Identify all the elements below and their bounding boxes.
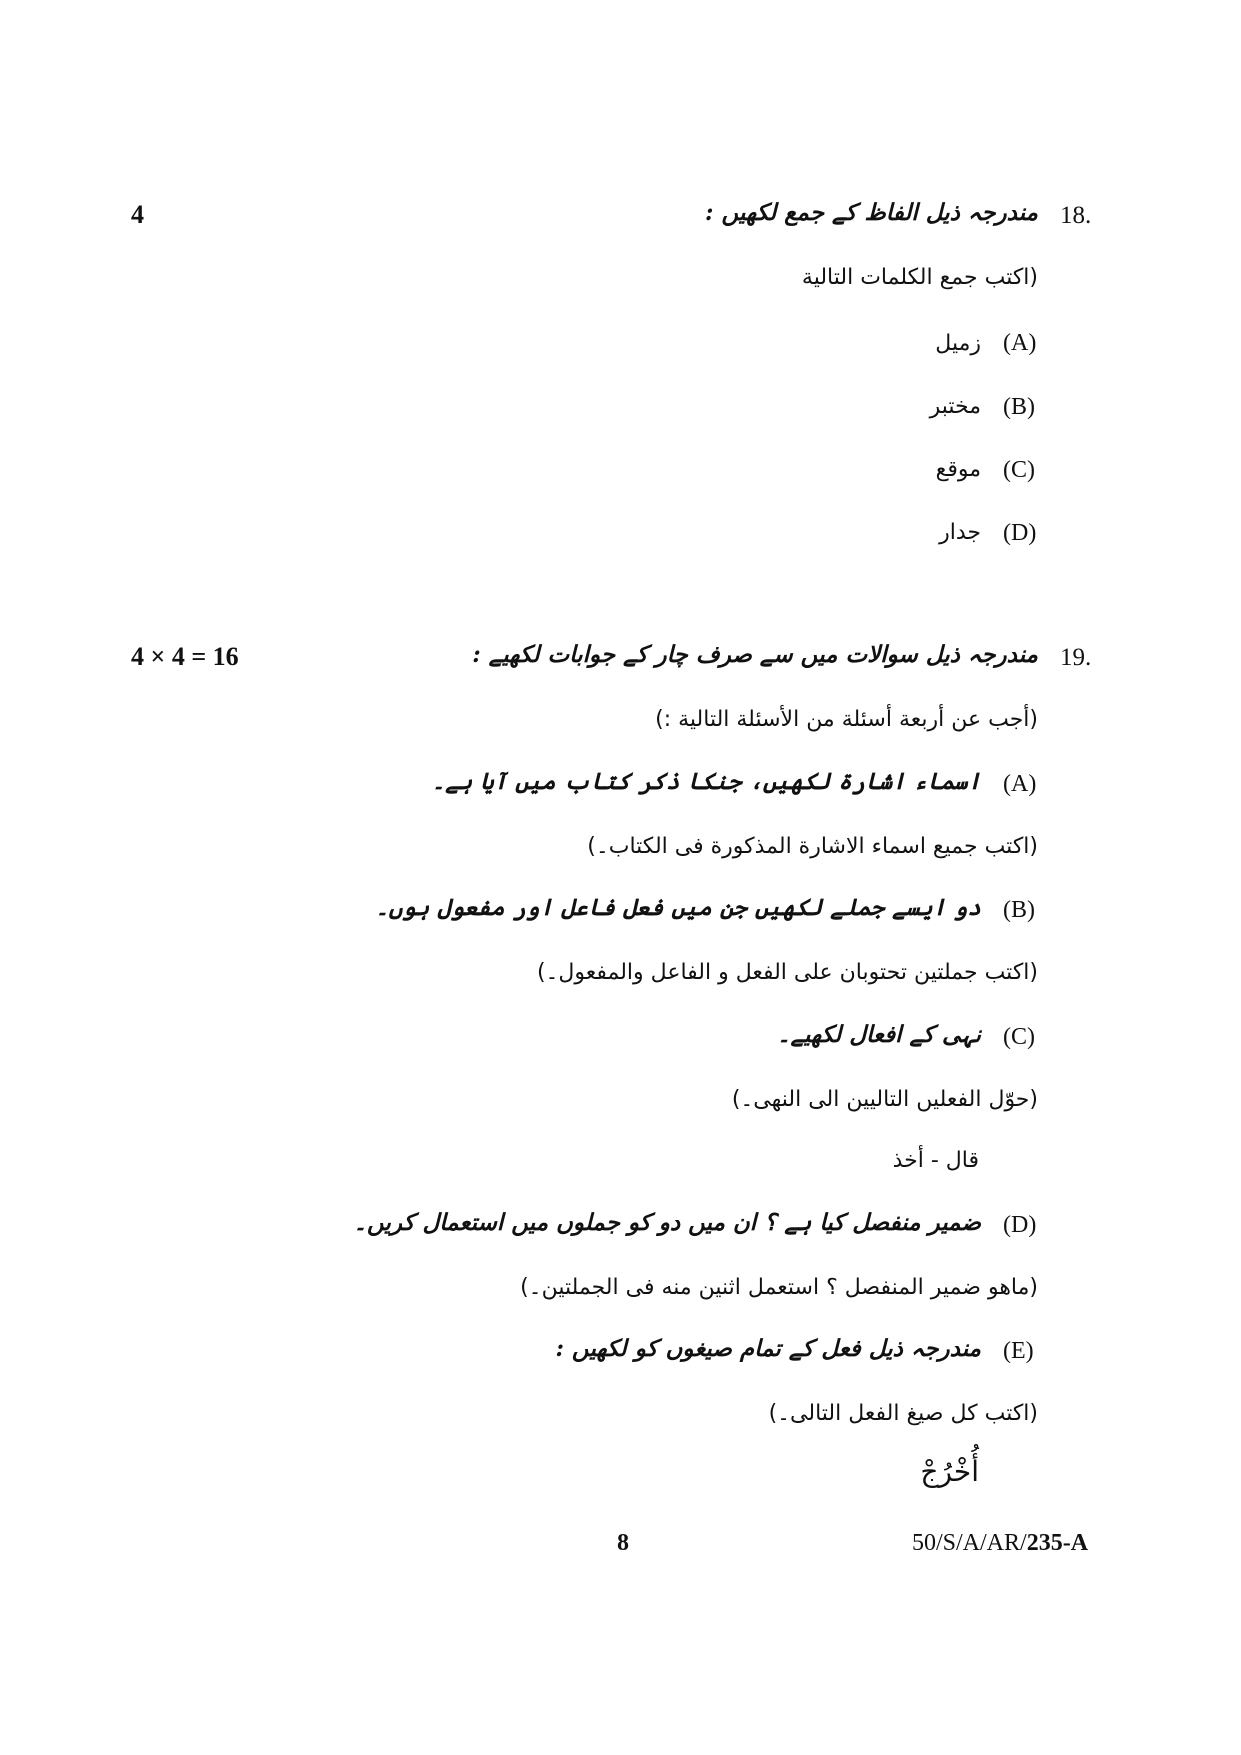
q19-part-e-verb: أُخْرُجْ xyxy=(920,1455,979,1488)
paper-code-prefix: 50/S/A/AR/ xyxy=(912,1530,1027,1556)
q19-part-e-arabic: (اكتب كل صيغ الفعل التالى۔) xyxy=(768,1401,1038,1426)
q18-option-c-text: موقع xyxy=(935,457,981,482)
q19-urdu-instruction: مندرجہ ذیل سوالات میں سے صرف چار کے جوابات لکھیے : xyxy=(472,641,1038,668)
q19-part-c-verbs: قال - أخذ xyxy=(892,1148,979,1173)
q18-arabic-instruction: (اكتب جمع الكلمات التالية xyxy=(801,265,1038,290)
q19-marks: 4 × 4 = 16 xyxy=(131,642,239,671)
q18-option-a-label: (A) xyxy=(1003,330,1037,356)
q19-part-c-arabic: (حوّل الفعليں التاليين الى النهى۔) xyxy=(731,1087,1038,1112)
q19-part-c-label: (C) xyxy=(1003,1024,1035,1050)
paper-code xyxy=(912,1530,1088,1557)
q19-part-b-urdu: دو ایسے جملے لکھیں جن میں فعل فاعل اور مفعول ہوں۔ xyxy=(375,894,981,921)
q19-part-b-label: (B) xyxy=(1003,897,1035,923)
q19-part-d-label: (D) xyxy=(1003,1212,1037,1238)
q18-option-c-label: (C) xyxy=(1003,457,1035,483)
page-number: 8 xyxy=(617,1530,629,1556)
q19-part-d-urdu: ضمیر منفصل کیا ہے ؟ ان میں دو کو جملوں میں استعمال کریں۔ xyxy=(353,1209,981,1236)
q18-marks: 4 xyxy=(131,200,144,229)
q19-number: 19. xyxy=(1060,644,1092,671)
q19-part-e-label: (E) xyxy=(1003,1338,1034,1364)
q18-option-b-label: (B) xyxy=(1003,394,1035,420)
q19-part-d-arabic: (ماهو ضمير المنفصل ؟ استعمل اثنين منه فى الجملتين۔) xyxy=(520,1275,1038,1300)
q18-urdu-instruction: مندرجہ ذیل الفاظ کے جمع لکھیں : xyxy=(705,199,1038,226)
q19-part-a-arabic: (اكتب جميع اسماء الاشارة المذكورة فى الكتاب۔) xyxy=(587,834,1038,859)
q19-part-e-urdu: مندرجہ ذیل فعل کے تمام صیغوں کو لکھیں : xyxy=(555,1335,981,1362)
q19-arabic-instruction: (أجب عن أربعة أسئلة من الأسئلة التالية :) xyxy=(655,707,1038,732)
q18-option-b-text: مختبر xyxy=(929,394,981,419)
q18-option-d-label: (D) xyxy=(1003,520,1037,546)
q18-option-d-text: جدار xyxy=(939,520,981,545)
q19-part-a-urdu: اسماء اشارة لکھیں، جنکا ذکر کتاب میں آیا ہے۔ xyxy=(431,768,981,795)
q19-part-b-arabic: (اكتب جملتين تحتوبان على الفعل و الفاعل والمفعول۔) xyxy=(536,960,1038,985)
q19-part-a-label: (A) xyxy=(1003,771,1037,797)
q18-option-a-text: زميل xyxy=(935,331,981,356)
q19-part-c-urdu: نہی کے افعال لکھیے۔ xyxy=(777,1021,981,1048)
q18-number: 18. xyxy=(1060,202,1092,229)
paper-code-bold: 235-A xyxy=(1026,1530,1089,1556)
